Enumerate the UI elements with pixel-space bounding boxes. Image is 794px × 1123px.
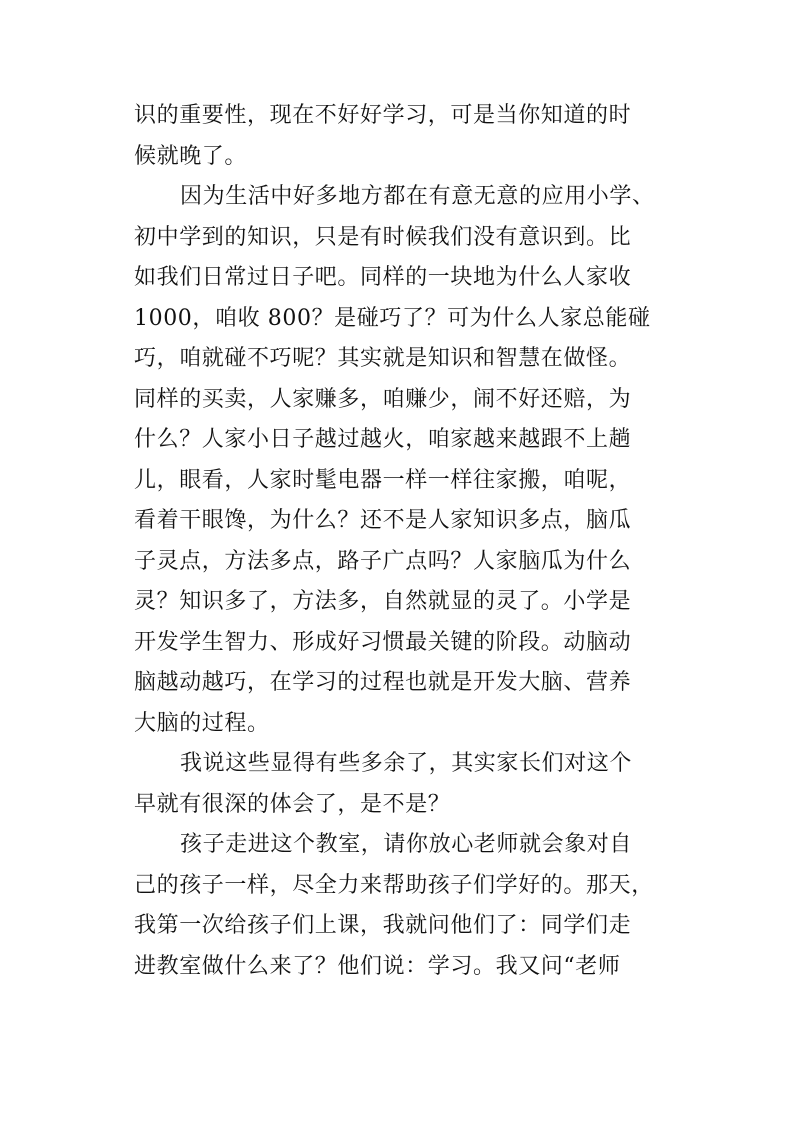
text-line: 识的重要性，现在不好好学习，可是当你知道的时 (134, 103, 632, 128)
text-line: 开发学生智力、形成好习惯最关键的阶段。动脑动 (134, 629, 632, 655)
text-line: 灵？知识多了，方法多，自然就显的灵了。小学是 (134, 589, 632, 614)
body-text (134, 96, 694, 987)
paragraph-start-line: 孩子走进这个教室，请你放心老师就会象对自 (180, 832, 633, 857)
text-line: 大脑的过程。 (134, 710, 270, 736)
text-line: 1000，咱收 800？是碰巧了？可为什么人家总能碰 (134, 305, 651, 331)
text-line: 同样的买卖，人家赚多，咱赚少，闹不好还赔，为 (134, 386, 632, 412)
text-line: 候就晚了。 (134, 143, 248, 169)
text-line: 己的孩子一样，尽全力来帮助孩子们学好的。那天， (134, 872, 654, 898)
text-line: 如我们日常过日子吧。同样的一块地为什么人家收 (134, 265, 632, 290)
text-line: 子灵点，方法多点，路子广点吗？人家脑瓜为什么 (134, 548, 632, 574)
text-line: 初中学到的知识，只是有时候我们没有意识到。比 (134, 224, 632, 250)
text-line: 巧，咱就碰不巧呢？其实就是知识和智慧在做怪。 (134, 346, 632, 371)
text-line: 看着干眼馋，为什么？还不是人家知识多点，脑瓜 (134, 508, 632, 533)
text-line: 早就有很深的体会了，是不是？ (134, 791, 451, 817)
text-line: 我第一次给孩子们上课，我就问他们了：同学们走 (134, 913, 632, 938)
text-line: 儿，眼看，人家时髦电器一样一样往家搬，咱呢， (134, 467, 632, 493)
paragraph-start-line: 我说这些显得有些多余了，其实家长们对这个 (180, 751, 633, 776)
text-line: 脑越动越巧，在学习的过程也就是开发大脑、营养 (134, 670, 632, 695)
text-line: 进教室做什么来了？他们说：学习。我又问“老师 (134, 953, 621, 979)
paragraph-start-line: 因为生活中好多地方都在有意无意的应用小学、 (180, 184, 655, 209)
text-line: 什么？人家小日子越过越火，咱家越来越跟不上趟 (134, 427, 632, 452)
